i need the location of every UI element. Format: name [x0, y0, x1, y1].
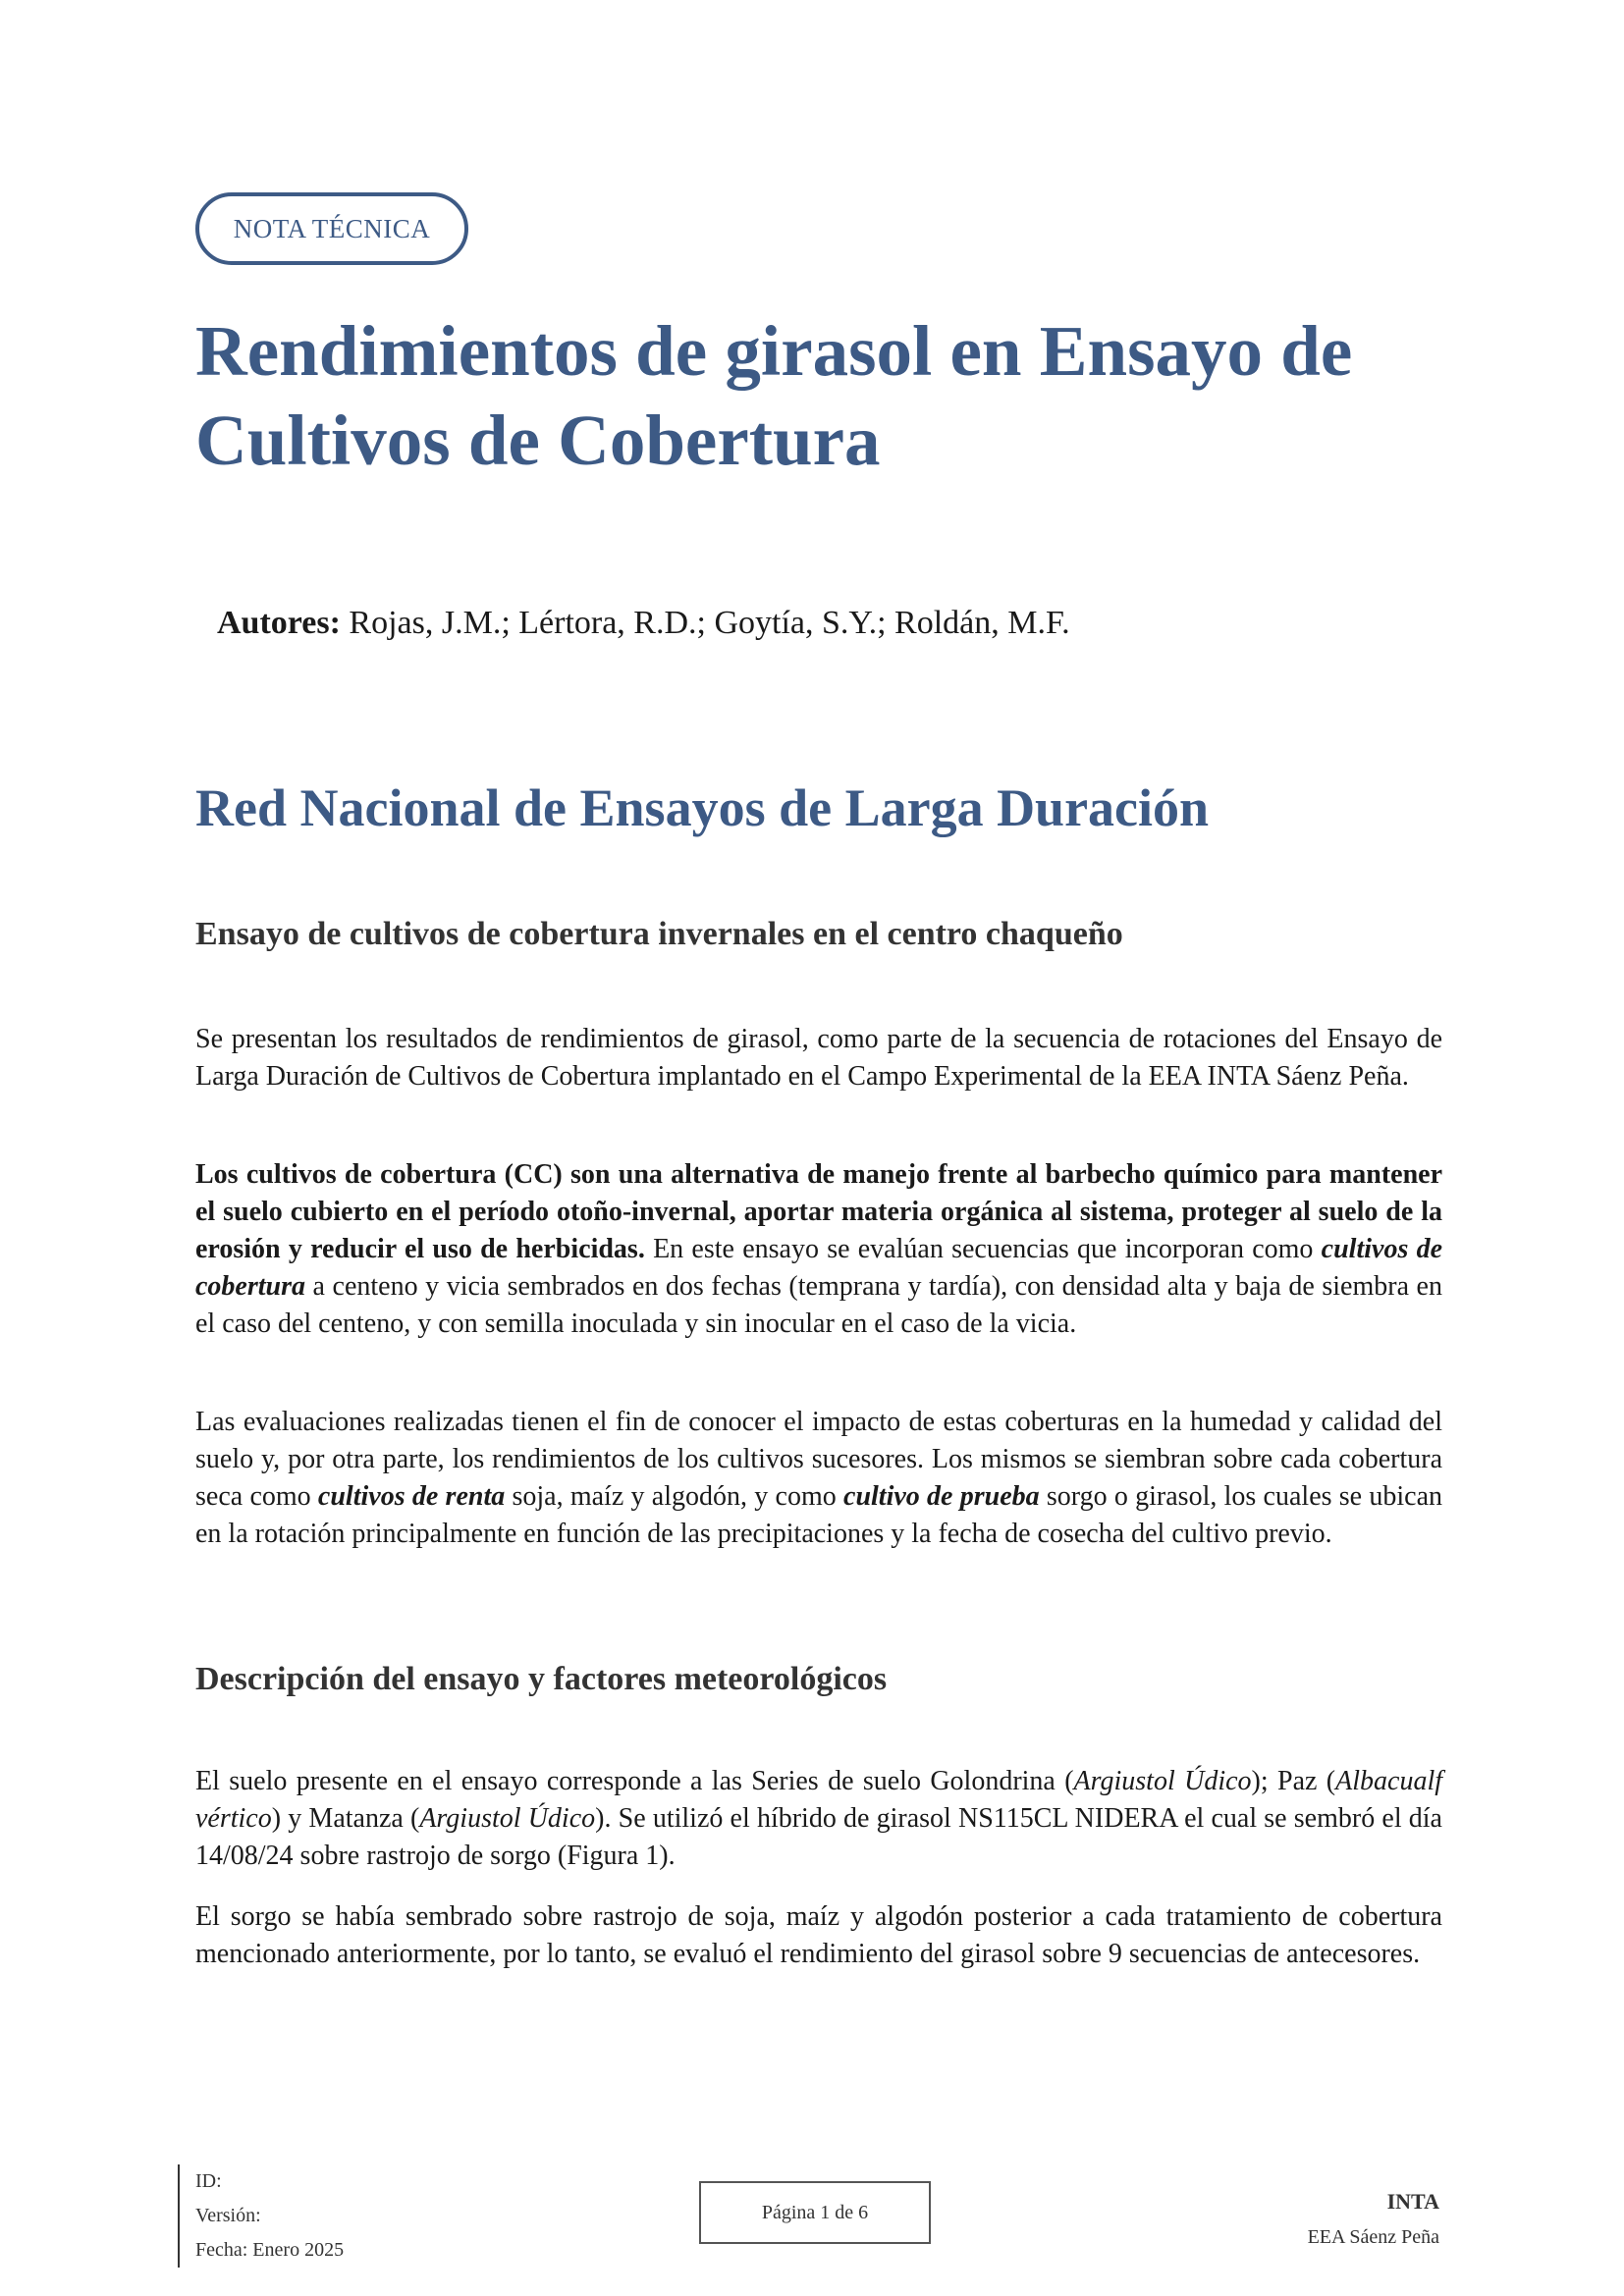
text-span: sorgo o girasol, los cuales se ubican en la rotación principalmente en función de las precipitaciones y la fecha de cosecha del cultivo previo. — [195, 1481, 1443, 1549]
text-span: a centeno y vicia sembrados en dos fechas (temprana y tardía), con densidad alta y baja de siembra en el caso del centeno, y con semilla inoculada y sin inocular en el caso de la vicia. — [195, 1271, 1442, 1339]
footer-unit: EEA Sáenz Peña — [1307, 2226, 1439, 2248]
footer-version: Versión: — [195, 2205, 261, 2226]
footer-metadata — [178, 2164, 344, 2268]
subsection-title-trial: Ensayo de cultivos de cobertura invernales en el centro chaqueño — [195, 916, 1123, 952]
term-cultivos-de-renta: cultivos de renta — [317, 1481, 506, 1512]
document-title: Rendimientos de girasol en Ensayo de Cultivos de Cobertura — [195, 311, 1353, 480]
term-cultivo-de-prueba: cultivo de prueba — [843, 1481, 1040, 1512]
footer-institution — [1308, 2184, 1439, 2255]
text-span: soja, maíz y algodón, y como — [505, 1481, 844, 1512]
page-number: Página 1 de 6 — [699, 2181, 931, 2244]
text-span: ); Paz ( — [1251, 1766, 1336, 1796]
footer-org: INTA — [1386, 2189, 1439, 2214]
authors-names: Rojas, J.M.; Lértora, R.D.; Goytía, S.Y.; Roldán, M.F. — [340, 605, 1070, 641]
paragraph-evaluations — [195, 1404, 1442, 1553]
soil-type: Argiustol Údico — [1073, 1766, 1252, 1796]
paragraph-cover-crops — [195, 1156, 1442, 1343]
paragraph-intro: Se presentan los resultados de rendimientos de girasol, como parte de la secuencia de rotaciones del Ensayo de Larga Duración de Cultivos de Cobertura implantado en el Campo Experimental de la EEA INTA Sáenz Peña. — [195, 1024, 1442, 1092]
paragraph-sorghum: El sorgo se había sembrado sobre rastrojo de soja, maíz y algodón posterior a cada tratamiento de cobertura mencionado anteriormente, por lo tanto, se evaluó el rendimiento del girasol sobre 9 secuencias de antecesores. — [195, 1901, 1442, 1969]
authors-line — [217, 603, 1070, 644]
text-span: ) y Matanza ( — [271, 1803, 420, 1834]
text-span: El suelo presente en el ensayo corresponde a las Series de suelo Golondrina ( — [195, 1766, 1074, 1796]
soil-type: Albacualf vértico — [195, 1766, 1443, 1834]
text-span: ). Se utilizó el híbrido de girasol NS115CL NIDERA el cual se sembró el día 14/08/24 sobre rastrojo de sorgo (Figura 1). — [195, 1803, 1442, 1871]
authors-label: Autores: — [217, 605, 341, 641]
footer-id: ID: — [195, 2170, 222, 2192]
subsection-title-description: Descripción del ensayo y factores meteorológicos — [195, 1661, 888, 1697]
text-span: Las evaluaciones realizadas tienen el fin de conocer el impacto de estas coberturas en la humedad y calidad del suelo y, por otra parte, los rendimientos de los cultivos sucesores. Los mismos se siembran sobre cada cobertura seca como — [195, 1407, 1442, 1512]
section-title: Red Nacional de Ensayos de Larga Duración — [195, 778, 1210, 837]
term-cultivos-de-cobertura: cultivos de cobertura — [195, 1234, 1443, 1302]
text-span: En este ensayo se evalúan secuencias que incorporan como — [644, 1234, 1322, 1264]
paragraph-cover-crops-bold: Los cultivos de cobertura (CC) son una alternativa de manejo frente al barbecho químico para mantener el suelo cubierto en el período otoño-invernal, aportar materia orgánica al sistema, proteger al suelo de la erosión y reducir el uso de herbicidas. — [195, 1159, 1442, 1264]
soil-type: Argiustol Údico — [419, 1803, 596, 1834]
note-type-badge: NOTA TÉCNICA — [195, 192, 468, 265]
footer-date: Fecha: Enero 2025 — [195, 2239, 345, 2261]
paragraph-soil — [195, 1763, 1442, 1875]
